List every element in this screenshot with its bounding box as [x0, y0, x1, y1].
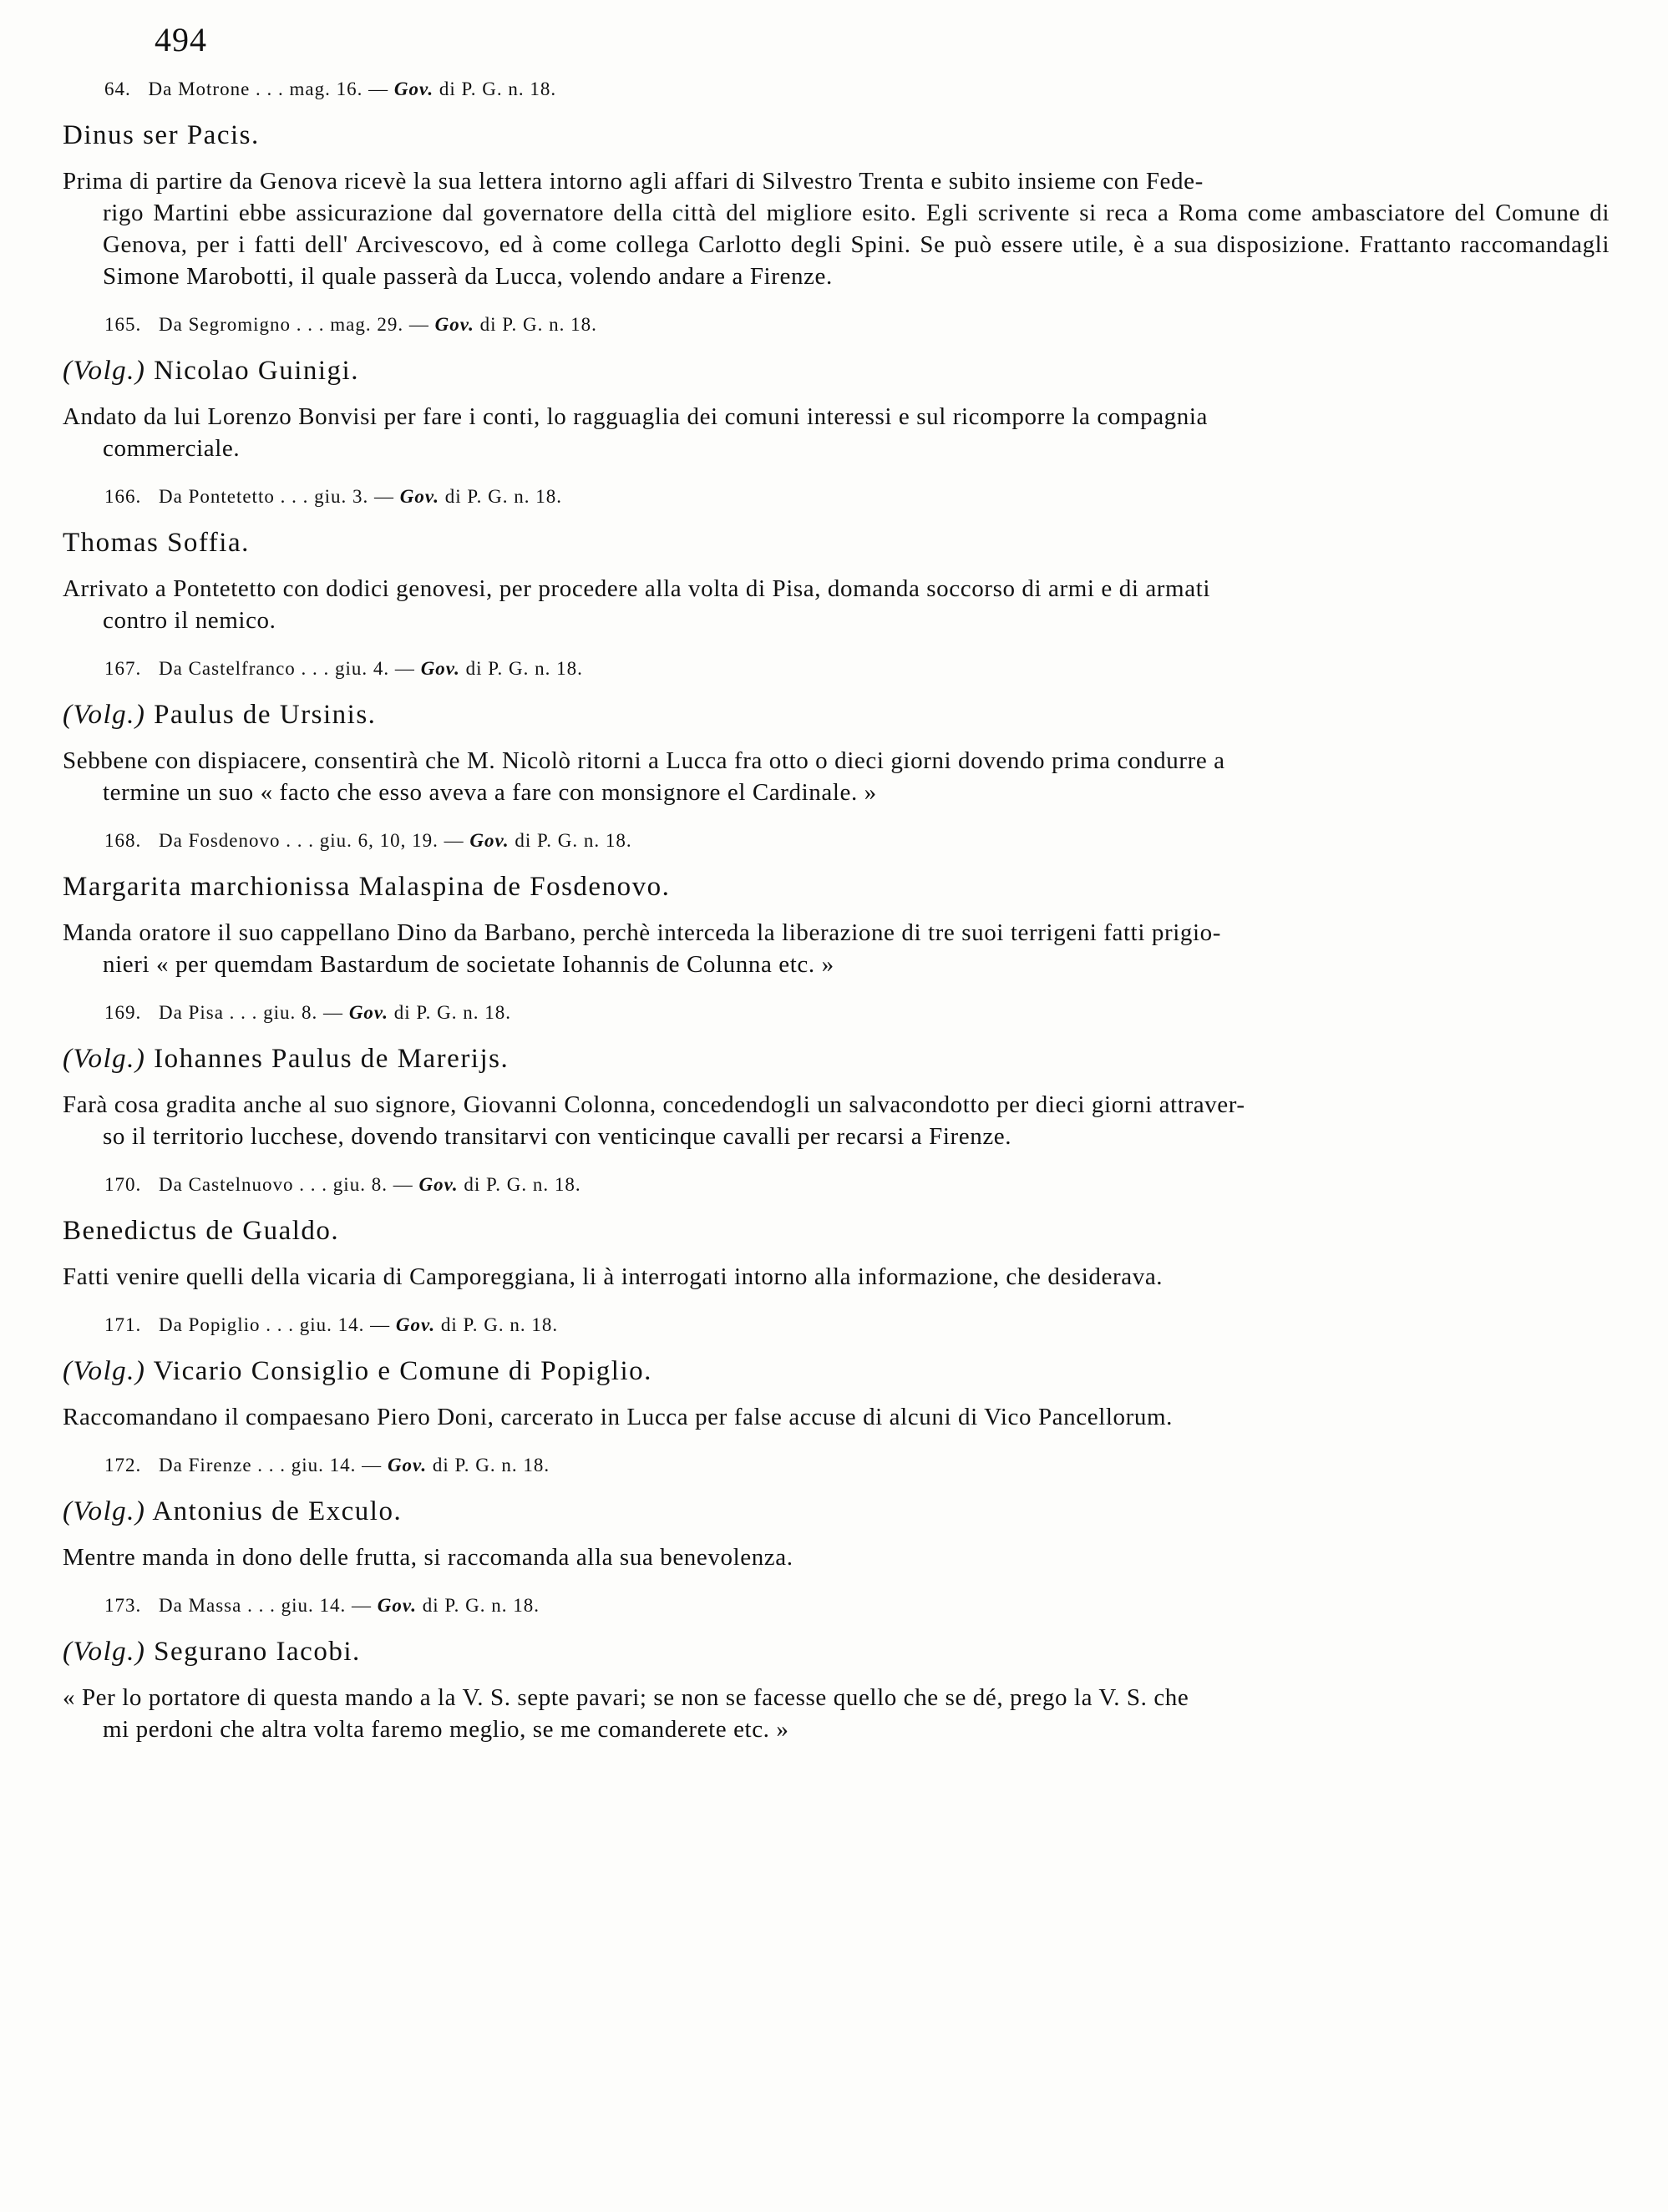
letter-entry: [63, 75, 1610, 292]
entry-sender-line: [63, 1491, 1610, 1531]
entry-header: [104, 1451, 1610, 1480]
entry-summary-rest: nieri « per quemdam Bastardum de societate Iohannis de Colunna etc. »: [103, 951, 834, 978]
entry-summary-rest: contro il nemico.: [103, 607, 276, 634]
entry-header: [104, 75, 1610, 104]
entry-summary-rest: mi perdoni che altra volta faremo meglio, se me comanderete etc. »: [103, 1716, 789, 1743]
entry-summary-first: Fatti venire quelli della vicaria di Camporeggiana, li à interrogati intorno alla informazione, che desiderava.: [63, 1263, 1164, 1290]
entry-gov: Gov.: [387, 1455, 428, 1476]
entry-source: Da Motrone . . . mag. 16. —: [148, 78, 389, 99]
entry-gov: Gov.: [399, 486, 439, 507]
entry-summary: [63, 917, 1610, 980]
entry-summary: [63, 401, 1610, 464]
entry-ref: di P. G. n. 18.: [432, 1455, 550, 1476]
entry-source: Da Castelfranco . . . giu. 4. —: [159, 658, 415, 679]
entry-gov: Gov.: [377, 1595, 417, 1616]
entry-header: [104, 483, 1610, 511]
entry-sender-line: [63, 695, 1610, 735]
entry-number: 172.: [104, 1455, 142, 1476]
entry-summary-rest: so il territorio lucchese, dovendo transitarvi con venticinque cavalli per recarsi a Firenze.: [103, 1123, 1012, 1150]
letter-entry: [63, 1171, 1610, 1293]
entry-summary-rest: commerciale.: [103, 435, 241, 462]
entry-sender-line: [63, 867, 1610, 907]
entry-source: Da Segromigno . . . mag. 29. —: [159, 314, 429, 335]
entry-ref: di P. G. n. 18.: [479, 314, 597, 335]
entry-number: 166.: [104, 486, 142, 507]
entry-number: 167.: [104, 658, 142, 679]
entry-number: 169.: [104, 1002, 142, 1023]
entry-gov: Gov.: [434, 314, 474, 335]
entry-volg: (Volg.): [63, 1496, 146, 1526]
entry-summary-first: « Per lo portatore di questa mando a la V. S. septe pavari; se non se facesse quello che se dé, prego la V. S. che: [63, 1684, 1189, 1711]
entry-source: Da Popiglio . . . giu. 14. —: [159, 1314, 391, 1335]
entry-summary: [63, 1401, 1610, 1433]
entry-source: Da Castelnuovo . . . giu. 8. —: [159, 1174, 413, 1195]
entry-summary-first: Manda oratore il suo cappellano Dino da Barbano, perchè interceda la liberazione di tre suoi terrigeni fatti prigio-: [63, 919, 1221, 946]
entry-summary-first: Raccomandano il compaesano Piero Doni, carcerato in Lucca per false accuse di alcuni di Vico Pancellorum.: [63, 1404, 1173, 1430]
entry-number: 171.: [104, 1314, 142, 1335]
entry-header: [104, 311, 1610, 339]
entry-sender: Antonius de Exculo.: [152, 1496, 403, 1526]
entry-sender-line: [63, 1211, 1610, 1251]
entry-header: [104, 1311, 1610, 1339]
entry-summary-first: Prima di partire da Genova ricevè la sua lettera intorno agli affari di Silvestro Trenta e subito insieme con Fede-: [63, 168, 1204, 195]
entry-header: [104, 655, 1610, 683]
entry-summary-first: Farà cosa gradita anche al suo signore, Giovanni Colonna, concedendogli un salvacondotto per dieci giorni attraver-: [63, 1091, 1245, 1118]
entry-ref: di P. G. n. 18.: [440, 1314, 559, 1335]
entry-summary-first: Andato da lui Lorenzo Bonvisi per fare i conti, lo ragguaglia dei comuni interessi e sul ricomporre la compagnia: [63, 403, 1208, 430]
entry-ref: di P. G. n. 18.: [464, 1174, 581, 1195]
entry-sender: Dinus ser Pacis.: [63, 120, 260, 150]
entry-volg: (Volg.): [63, 1356, 146, 1386]
entry-source: Da Fosdenovo . . . giu. 6, 10, 19. —: [159, 830, 464, 851]
entry-sender-line: [63, 1039, 1610, 1079]
entry-summary: [63, 1261, 1610, 1293]
entry-gov: Gov.: [348, 1002, 389, 1023]
entry-sender-line: [63, 523, 1610, 563]
letter-entry: [63, 827, 1610, 980]
entry-gov: Gov.: [395, 1314, 436, 1335]
entry-source: Da Pisa . . . giu. 8. —: [159, 1002, 344, 1023]
entry-number: 64.: [104, 78, 131, 99]
entry-summary: [63, 745, 1610, 808]
entry-header: [104, 1171, 1610, 1199]
entry-sender: Vicario Consiglio e Comune di Popiglio.: [153, 1356, 652, 1386]
entry-ref: di P. G. n. 18.: [422, 1595, 540, 1616]
page-number: 494: [155, 21, 207, 58]
entry-summary: [63, 1541, 1610, 1573]
entry-ref: di P. G. n. 18.: [515, 830, 632, 851]
entry-volg: (Volg.): [63, 356, 146, 386]
entry-ref: di P. G. n. 18.: [439, 78, 557, 99]
letter-entry: [63, 1451, 1610, 1573]
entry-sender-line: [63, 351, 1610, 391]
entry-summary-first: Arrivato a Pontetetto con dodici genovesi, per procedere alla volta di Pisa, domanda soccorso di armi e di armati: [63, 575, 1211, 602]
entry-header: [104, 1592, 1610, 1620]
letter-entry: [63, 311, 1610, 464]
letter-entry: [63, 655, 1610, 808]
entries-list: [63, 75, 1610, 1745]
letter-entry: [63, 1311, 1610, 1433]
entry-gov: Gov.: [420, 658, 460, 679]
entry-summary: [63, 1682, 1610, 1745]
entry-number: 170.: [104, 1174, 142, 1195]
entry-sender-line: [63, 1632, 1610, 1672]
entry-volg: (Volg.): [63, 700, 146, 730]
entry-source: Da Massa . . . giu. 14. —: [159, 1595, 372, 1616]
letter-entry: [63, 999, 1610, 1152]
entry-summary: [63, 1089, 1610, 1152]
entry-volg: (Volg.): [63, 1044, 146, 1074]
entry-gov: Gov.: [418, 1174, 459, 1195]
entry-ref: di P. G. n. 18.: [465, 658, 583, 679]
entry-volg: (Volg.): [63, 1637, 146, 1667]
entry-sender: Segurano Iacobi.: [154, 1637, 361, 1667]
entry-ref: di P. G. n. 18.: [444, 486, 562, 507]
letter-entry: [63, 483, 1610, 636]
letter-entry: [63, 1592, 1610, 1745]
entry-gov: Gov.: [469, 830, 510, 851]
entry-sender: Thomas Soffia.: [63, 528, 250, 558]
entry-number: 168.: [104, 830, 142, 851]
entry-summary-first: Mentre manda in dono delle frutta, si raccomanda alla sua benevolenza.: [63, 1544, 793, 1571]
entry-sender: Paulus de Ursinis.: [154, 700, 377, 730]
entry-number: 173.: [104, 1595, 142, 1616]
entry-sender: Nicolao Guinigi.: [154, 356, 359, 386]
entry-source: Da Pontetetto . . . giu. 3. —: [159, 486, 394, 507]
entry-summary-rest: termine un suo « facto che esso aveva a fare con monsignore el Cardinale. »: [103, 779, 877, 806]
entry-sender-line: [63, 1351, 1610, 1391]
entry-header: [104, 999, 1610, 1027]
entry-summary: [63, 165, 1610, 292]
entry-sender: Benedictus de Gualdo.: [63, 1216, 340, 1246]
entry-header: [104, 827, 1610, 855]
entry-summary-rest: rigo Martini ebbe assicurazione dal governatore della città del migliore esito. Egli scrivente si reca a Roma come ambasciatore del Comune di Genova, per i fatti dell' Arcivescovo, ed à come collega Carlotto degli Spini. Se può essere utile, è a sua disposizione. Frattanto raccomandagli Simone Marobotti, il quale passerà da Lucca, volendo andare a Firenze.: [103, 200, 1610, 290]
entry-ref: di P. G. n. 18.: [393, 1002, 512, 1023]
entry-gov: Gov.: [393, 78, 434, 99]
entry-source: Da Firenze . . . giu. 14. —: [159, 1455, 383, 1476]
entry-sender: Iohannes Paulus de Marerijs.: [154, 1044, 510, 1074]
entry-summary: [63, 573, 1610, 636]
entry-number: 165.: [104, 314, 142, 335]
entry-summary-first: Sebbene con dispiacere, consentirà che M. Nicolò ritorni a Lucca fra otto o dieci giorni dovendo prima condurre a: [63, 747, 1225, 774]
entry-sender-line: [63, 115, 1610, 155]
entry-sender: Margarita marchionissa Malaspina de Fosdenovo.: [63, 872, 671, 902]
